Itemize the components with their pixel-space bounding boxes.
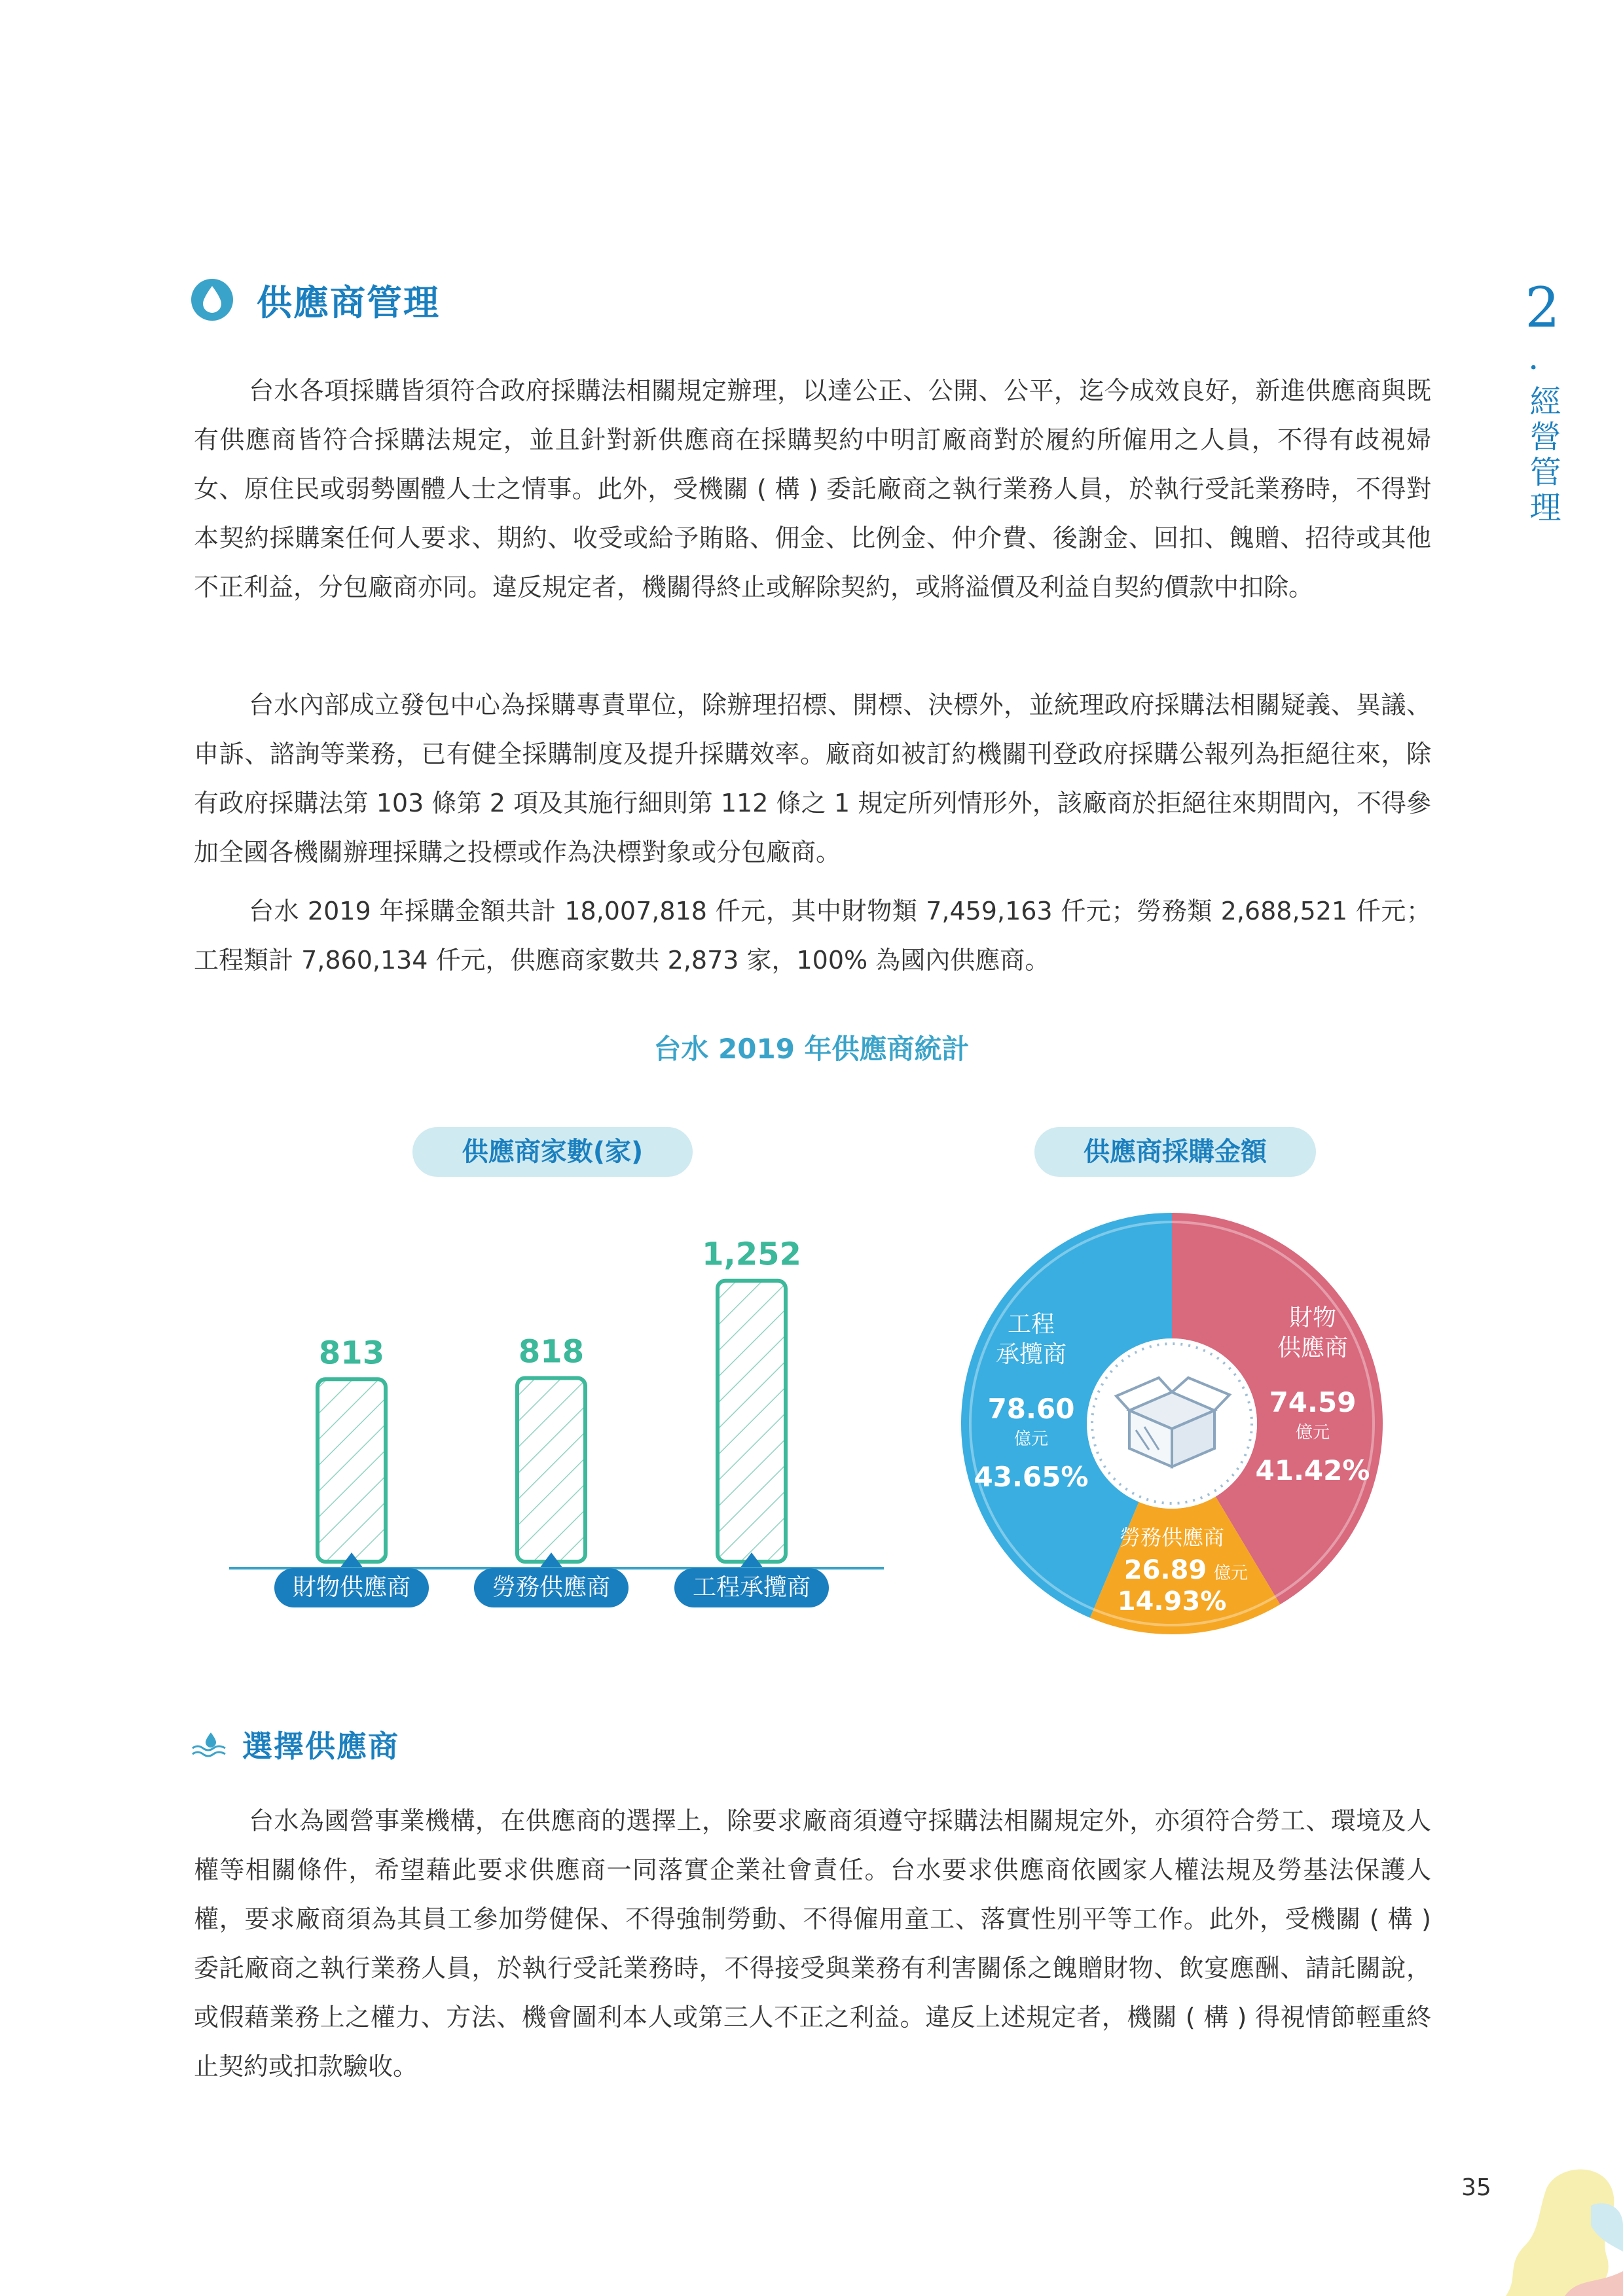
chapter-dot: ．	[1529, 345, 1556, 375]
paragraph-3: 台水 2019 年採購金額共計 18,007,818 仟元，其中財物類 7,459,163 仟元；勞務類 2,688,521 仟元；工程類計 7,860,134 仟元，供應商家數共 2,873 家，100% 為國內供應商。	[194, 897, 1431, 975]
slice-name: 工程	[1007, 1311, 1055, 1338]
bar-chart	[216, 1204, 897, 1571]
paragraph-2: 台水內部成立發包中心為採購專責單位，除辦理招標、開標、決標外，並統理政府採購法相關疑義、異議、申訴、諮詢等業務，已有健全採購制度及提升採購效率。廠商如被訂約機關刊登政府採購公報列為拒絕往來，除有政府採購法第 103 條第 2 項及其施行細則第 112 條之 1 規定所列情形外，該廠商於拒絕往來期間內，不得參加全國各機關辦理採購之投標或作為決標對象或分包廠商。	[194, 691, 1431, 867]
section-heading	[191, 268, 440, 331]
chart-title: 台水 2019 年供應商統計	[653, 1033, 970, 1065]
slice-unit: 億元	[1013, 1429, 1049, 1449]
slice-unit: 億元	[1213, 1564, 1249, 1583]
chapter-number: 2	[1525, 276, 1560, 340]
slice-value: 78.60	[987, 1393, 1075, 1425]
slice-percent: 43.65%	[974, 1461, 1089, 1493]
chapter-label	[1500, 275, 1585, 526]
slice-percent: 14.93%	[1117, 1587, 1227, 1617]
water-wave-icon	[191, 1731, 227, 1757]
bar-1	[318, 1379, 386, 1562]
bar-category-label: 工程承攬商	[674, 1568, 829, 1607]
bar-2	[517, 1378, 585, 1562]
pie-chart-title: 供應商採購金額	[1034, 1127, 1316, 1177]
bar-chart-title: 供應商家數(家)	[412, 1127, 693, 1177]
bar-value-label: 818	[518, 1333, 585, 1371]
page-number: 35	[1461, 2174, 1491, 2201]
slice-name: 財物	[1288, 1304, 1337, 1331]
bar-value-label: 813	[318, 1335, 385, 1372]
slice-unit: 億元	[1295, 1423, 1330, 1443]
bar-category-label: 勞務供應商	[474, 1568, 629, 1607]
slice-name: 供應商	[1277, 1335, 1349, 1361]
slice-name: 承攬商	[995, 1341, 1067, 1368]
paragraph-1: 台水各項採購皆須符合政府採購法相關規定辦理，以達公正、公開、公平，迄今成效良好，新進供應商與既有供應商皆符合採購法規定，並且針對新供應商在採購契約中明訂廠商對於履約所僱用之人員，不得有歧視婦女、原住民或弱勢團體人士之情事。此外，受機關 ( 構 ) 委託廠商之執行業務人員，於執行受託業務時，不得對本契約採購案任何人要求、期約、收受或給予賄賂、佣金、比例金、仲介費、後謝金、回扣、餽贈、招待或其他不正利益，分包廠商亦同。違反規定者，機關得終止或解除契約，或將溢價及利益自契約價款中扣除。	[194, 376, 1431, 601]
subsection-heading	[191, 1721, 399, 1767]
water-drop-icon	[191, 279, 233, 321]
subsection-title: 選擇供應商	[242, 1729, 399, 1764]
bar-category-label: 財物供應商	[274, 1568, 429, 1607]
bar-3	[718, 1281, 786, 1562]
section-title: 供應商管理	[257, 281, 440, 323]
slice-value: 74.59	[1269, 1386, 1357, 1418]
slice-value: 26.89	[1123, 1555, 1207, 1585]
slice-percent: 41.42%	[1255, 1454, 1370, 1486]
slice-name: 勞務供應商	[1119, 1525, 1225, 1550]
donut-chart	[956, 1208, 1401, 1653]
paragraph-4: 台水為國營事業機構，在供應商的選擇上，除要求廠商須遵守採購法相關規定外，亦須符合勞工、環境及人權等相關條件，希望藉此要求供應商一同落實企業社會責任。台水要求供應商依國家人權法規及勞基法保護人權，要求廠商須為其員工參加勞健保、不得強制勞動、不得僱用童工、落實性別平等工作。此外，受機關 ( 構 ) 委託廠商之執行業務人員，於執行受託業務時，不得接受與業務有利害關係之餽贈財物、飲宴應酬、請託關說，或假藉業務上之權力、方法、機會圖利本人或第三人不正之利益。違反上述規定者，機關 ( 構 ) 得視情節輕重終止契約或扣款驗收。	[194, 1806, 1431, 2081]
bar-value-label: 1,252	[702, 1236, 801, 1273]
chapter-title: 經營管理	[1524, 385, 1561, 526]
